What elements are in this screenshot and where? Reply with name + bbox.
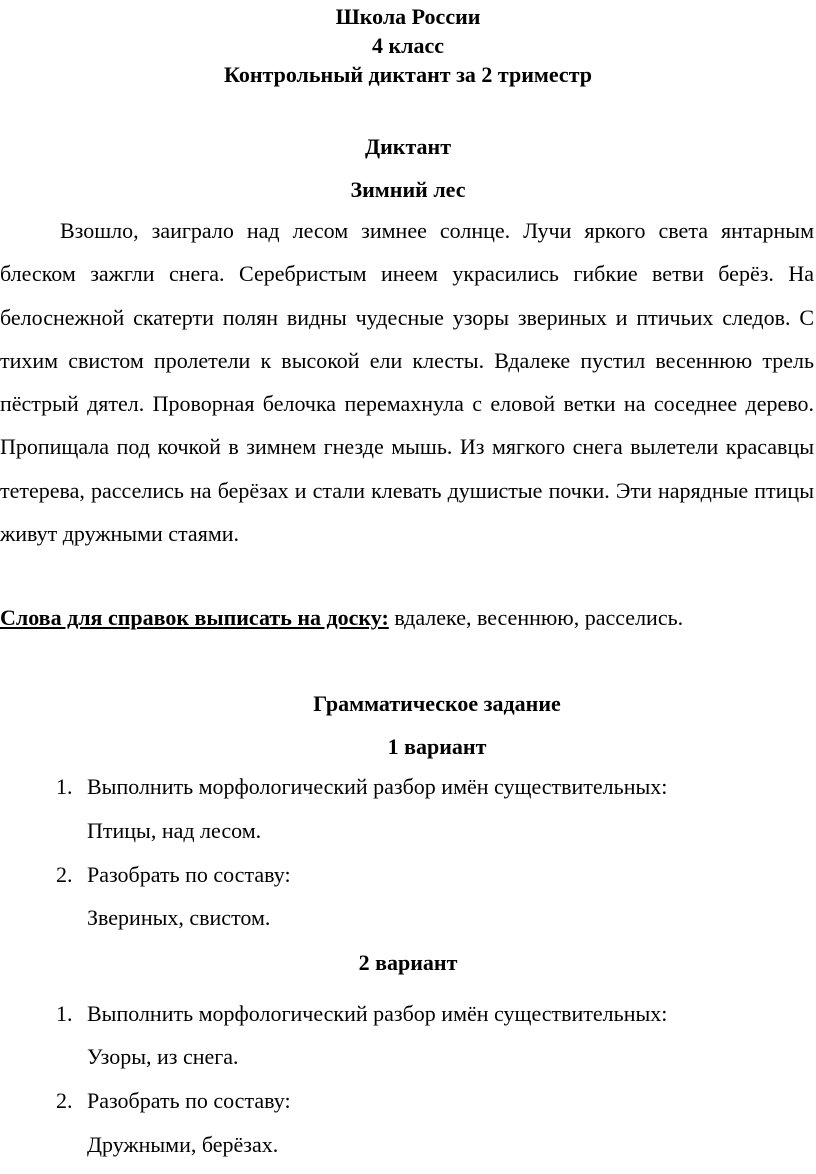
- variant-1-title: 1 вариант: [387, 734, 487, 759]
- task-number: 2.: [56, 1088, 73, 1113]
- dictation-title: Зимний лес: [350, 177, 466, 202]
- variant-2-task-1-words: Узоры, из снега.: [87, 1044, 239, 1069]
- variant-2-task-2-words: Дружными, берёзах.: [87, 1132, 279, 1157]
- grammar-task-title: Грамматическое задание: [313, 691, 561, 716]
- task-number: 2.: [56, 862, 73, 887]
- reference-label: Слова для справок выписать на доску:: [0, 605, 389, 630]
- grade: 4 класс: [371, 33, 445, 58]
- test-title: Контрольный диктант за 2 триместр: [223, 62, 593, 87]
- task-text: Выполнить морфологический разбор имён существительных:: [87, 774, 668, 799]
- variant-1-task-2-words: Звериных, свистом.: [87, 905, 271, 930]
- reference-words: [0, 598, 814, 638]
- school-program: Школа России: [335, 4, 481, 29]
- dictation-text: Взошло, заиграло над лесом зимнее солнце. Лучи яркого света янтарным блеском зажгли снега. Серебристым инеем украсились гибкие ветви берёз. На белоснежной скатерти полян видны чудесные узоры звериных и птичьих следов. С тихим свистом пролетели к высокой ели клесты. Вдалеке пустил весеннюю трель пёстрый дятел. Проворная белочка перемахнула с еловой ветки на соседнее дерево. Пропищала под кочкой в зимнем гнезде мышь. Из мягкого снега вылетели красавцы тетерева, расселись на берёзах и стали клевать душистые почки. Эти нарядные птицы живут дружными стаями.: [0, 218, 814, 547]
- variant-1-task-1-words: Птицы, над лесом.: [87, 818, 262, 843]
- document-header: [0, 2, 816, 89]
- task-number: 1.: [56, 1001, 73, 1026]
- task-number: 1.: [56, 774, 73, 799]
- reference-word-list: вдалеке, весеннюю, расселись.: [388, 605, 684, 630]
- variant-2-title: 2 вариант: [358, 950, 458, 975]
- task-text: Разобрать по составу:: [87, 1088, 291, 1113]
- task-text: Выполнить морфологический разбор имён существительных:: [87, 1001, 668, 1026]
- section-title: Диктант: [364, 134, 452, 159]
- task-text: Разобрать по составу:: [87, 862, 291, 887]
